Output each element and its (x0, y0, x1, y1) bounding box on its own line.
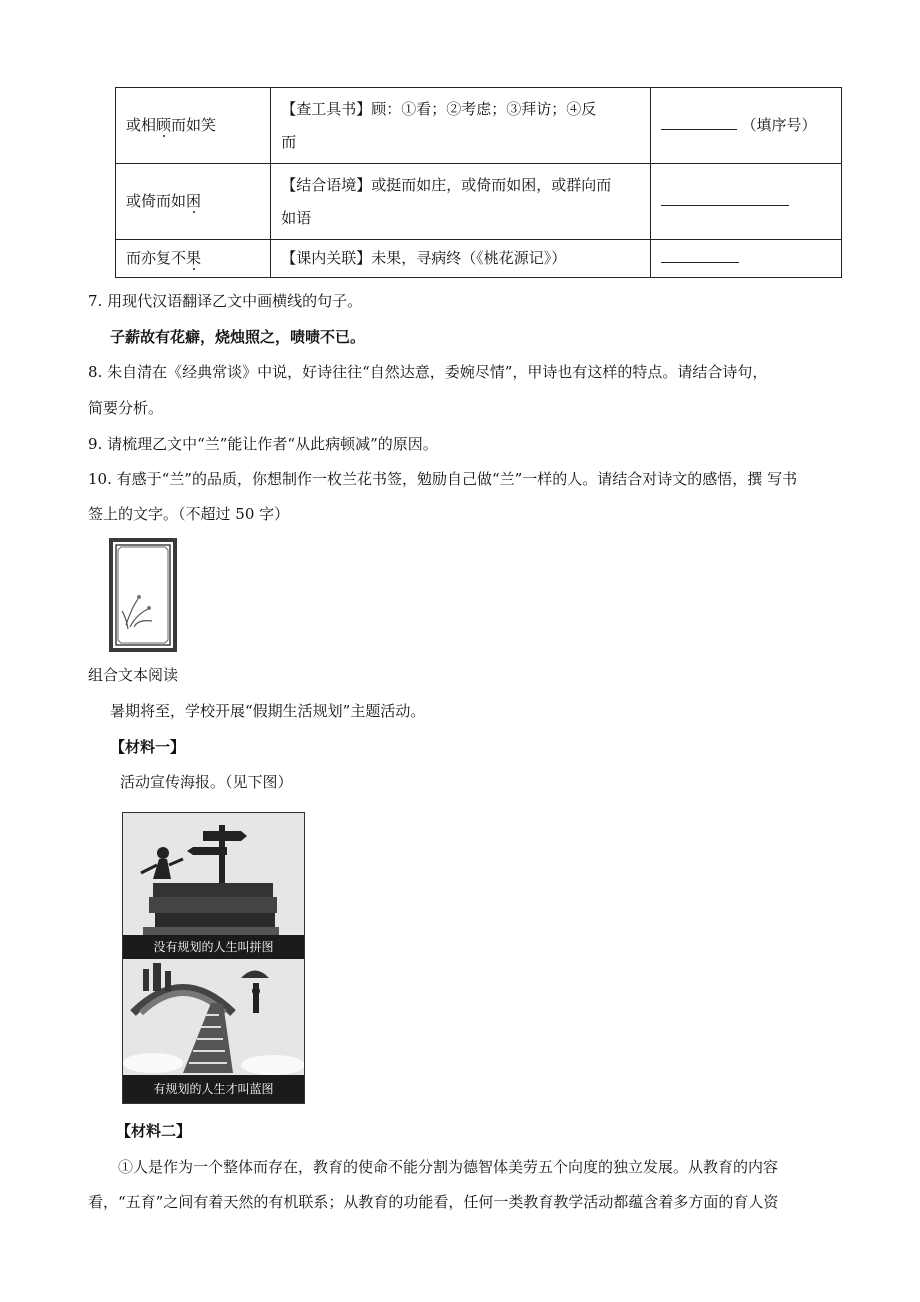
table-row (116, 88, 842, 164)
phrase-cell: 或倚而如困 (116, 164, 271, 240)
question-7-sentence: 子薪故有花癖，烧烛照之，啧啧不已。 (110, 328, 366, 346)
method-cell (271, 240, 651, 278)
poster-bottom-caption: 有规划的人生才叫蓝图 (153, 1082, 274, 1096)
vocab-table (115, 87, 842, 278)
material2-title: 【材料二】 (116, 1122, 192, 1140)
method-text-cont: 如语 (281, 208, 312, 227)
answer-cell[interactable] (650, 88, 841, 164)
poster-image (122, 812, 305, 1104)
question-7: 7. 用现代汉语翻译乙文中画横线的句子。 (88, 292, 363, 310)
material1-title: 【材料一】 (110, 738, 186, 756)
question-10-line1: 10. 有感于“兰”的品质，你想制作一枚兰花书签，勉励自己做“兰”一样的人。请结合对诗文的感悟，撰 写书 (88, 470, 798, 488)
section-intro: 暑期将至，学校开展“假期生活规划”主题活动。 (110, 702, 426, 720)
answer-blank[interactable] (661, 128, 737, 130)
answer-cell[interactable] (650, 164, 841, 240)
material2-line1: ①人是作为一个整体而存在，教育的使命不能分割为德智体美劳五个向度的独立发展。从教育的内容 (118, 1158, 779, 1176)
question-10-line2: 签上的文字。（不超过 50 字） (88, 505, 290, 523)
method-text: 【查工具书】顾：①看；②考虑；③拜访；④反 (281, 99, 597, 118)
phrase-cell: 或相顾而如笑 (116, 88, 271, 164)
table-row (116, 164, 842, 240)
method-text: 【结合语境】或挺而如庄，或倚而如困，或群向而 (281, 175, 612, 194)
poster-graphic (123, 813, 304, 1103)
method-text: 【课内关联】未果，寻病终（《桃花源记》） (281, 249, 567, 267)
question-9: 9. 请梳理乙文中“兰”能让作者“从此病顿减”的原因。 (88, 435, 438, 453)
question-8-line2: 简要分析。 (88, 399, 164, 417)
poster-top-caption: 没有规划的人生叫拼图 (153, 940, 274, 954)
table-row (116, 240, 842, 278)
method-text-cont: 而 (281, 132, 297, 151)
answer-blank[interactable] (661, 261, 739, 263)
bookmark-image (108, 537, 178, 653)
answer-cell[interactable] (650, 240, 841, 278)
material2-line2: 看，“五育”之间有着天然的有机联系；从教育的功能看，任何一类教育教学活动都蕴含着多方面的育人资 (88, 1193, 779, 1211)
method-cell (271, 164, 651, 240)
method-cell (271, 88, 651, 164)
material1-desc: 活动宣传海报。（见下图） (120, 773, 293, 791)
answer-blank[interactable] (661, 204, 789, 206)
phrase-cell: 而亦复不果 (116, 240, 271, 278)
question-8-line1: 8. 朱自清在《经典常谈》中说，好诗往往“自然达意，委婉尽情”，甲诗也有这样的特点。请结合诗句， (88, 363, 768, 381)
answer-hint: （填序号） (741, 116, 817, 134)
section-title: 组合文本阅读 (88, 666, 179, 684)
